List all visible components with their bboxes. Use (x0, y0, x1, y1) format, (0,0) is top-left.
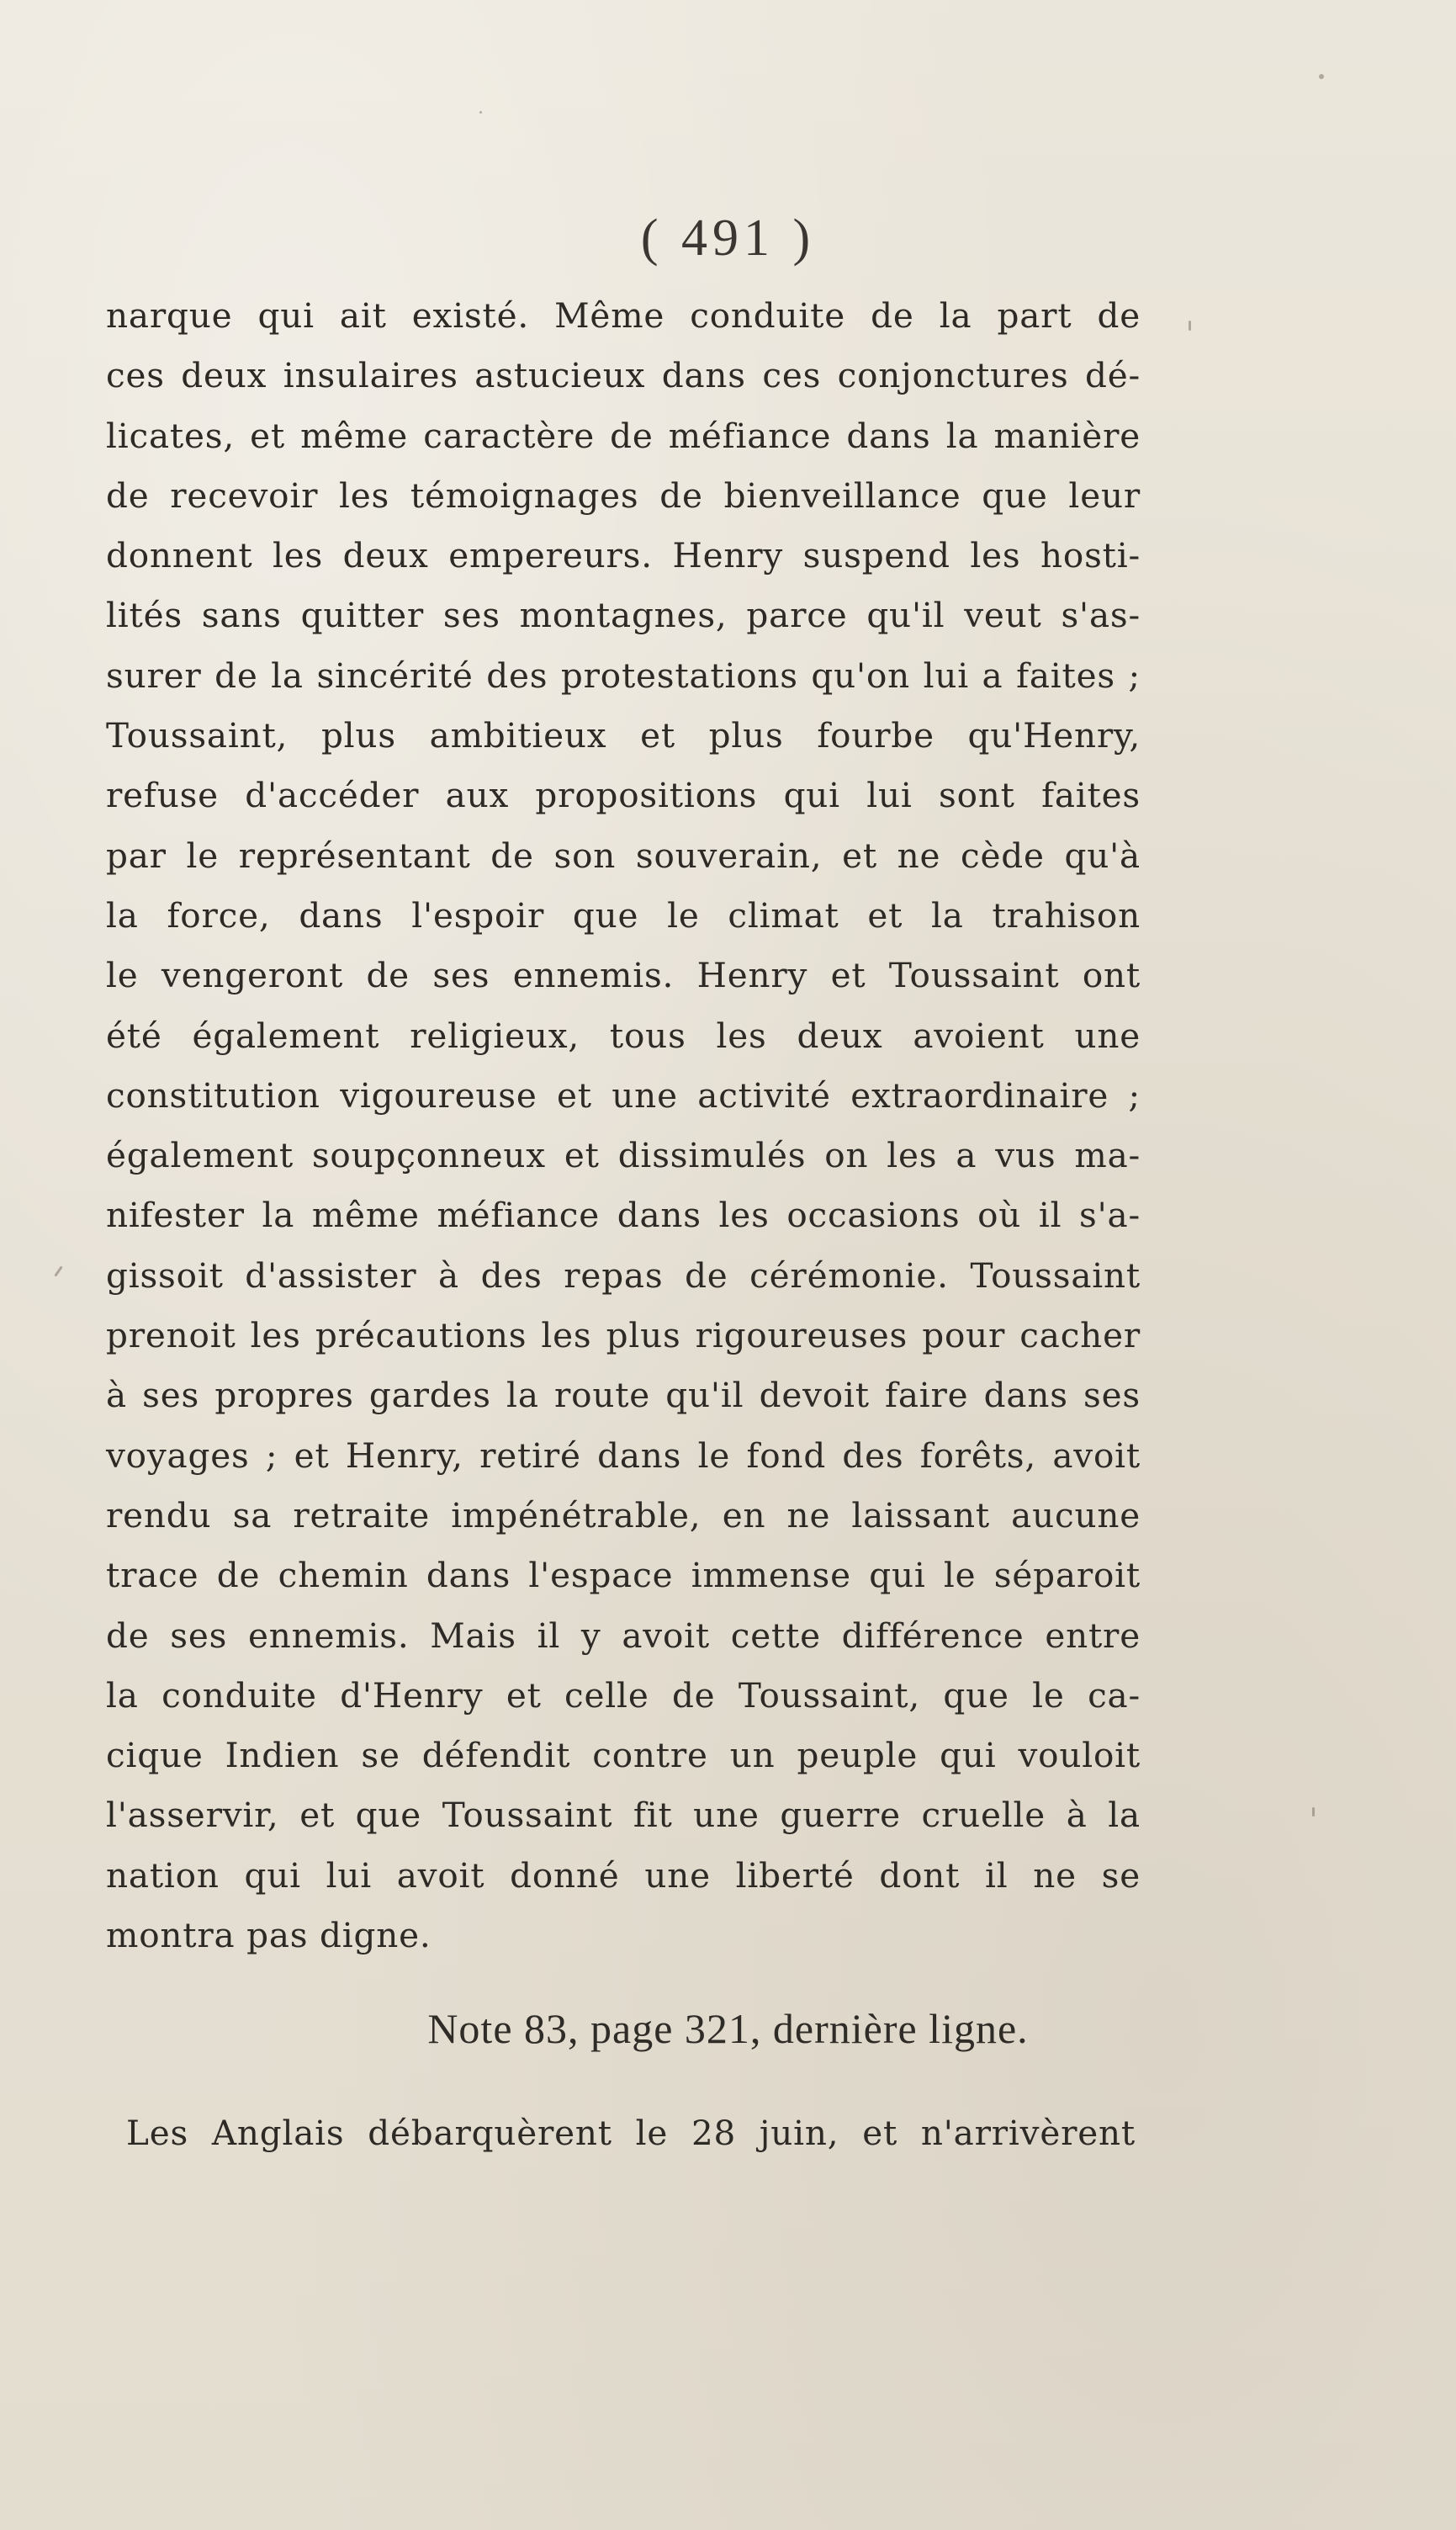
text-line: trace de chemin dans l'espace immense qui le séparoit (106, 1555, 1141, 1596)
text-line: nifester la même méfiance dans les occasions où il s'a- (106, 1195, 1141, 1236)
text-line: par le représentant de son souverain, et ne cède qu'à (106, 835, 1141, 876)
page-number: ( 491 ) (640, 210, 816, 267)
text-line: à ses propres gardes la route qu'il devoit faire dans ses (106, 1375, 1141, 1416)
text-line: été également religieux, tous les deux avoient une (106, 1015, 1141, 1056)
text-line: montra pas digne. (106, 1915, 432, 1956)
text-line: licates, et même caractère de méfiance dans la manière (106, 415, 1141, 456)
text-line: surer de la sincérité des protestations qu'on lui a faites ; (106, 655, 1141, 696)
text-line: prenoit les précautions les plus rigoureuses pour cacher (106, 1315, 1141, 1356)
text-line: lités sans quitter ses montagnes, parce qu'il veut s'as- (106, 595, 1141, 636)
text-line: de ses ennemis. Mais il y avoit cette différence entre (106, 1615, 1141, 1656)
paper-speck (479, 111, 482, 114)
text-line: voyages ; et Henry, retiré dans le fond des forêts, avoit (106, 1435, 1141, 1476)
text-line: ces deux insulaires astucieux dans ces conjonctures dé- (106, 355, 1141, 396)
text-line: narque qui ait existé. Même conduite de la part de (106, 295, 1141, 336)
text-line: cique Indien se défendit contre un peuple qui vouloit (106, 1735, 1141, 1776)
text-line: la force, dans l'espoir que le climat et la trahison (106, 894, 1141, 936)
text-line: gissoit d'assister à des repas de cérémonie. Toussaint (106, 1254, 1141, 1296)
text-line: l'asservir, et que Toussaint fit une guerre cruelle à la (106, 1795, 1141, 1836)
text-line: rendu sa retraite impénétrable, en ne laissant aucune (106, 1494, 1141, 1536)
note-first-line: Les Anglais débarquèrent le 28 juin, et n'arrivèrent (126, 2113, 1136, 2153)
paper-speck (54, 1265, 62, 1276)
text-line: donnent les deux empereurs. Henry suspend les hosti- (106, 535, 1141, 576)
paragraph (106, 286, 1141, 1965)
text-line: également soupçonneux et dissimulés on les a vus ma- (106, 1135, 1141, 1176)
text-line: le vengeront de ses ennemis. Henry et Toussaint ont (106, 955, 1141, 996)
paper-speck (1312, 1807, 1315, 1817)
text-line: constitution vigoureuse et une activité extraordinaire ; (106, 1074, 1141, 1116)
text-line: la conduite d'Henry et celle de Toussaint, que le ca- (106, 1674, 1141, 1716)
note-heading: Note 83, page 321, dernière ligne. (427, 2005, 1029, 2052)
text-line: nation qui lui avoit donné une liberté dont il ne se (106, 1854, 1141, 1896)
paper-speck (1319, 74, 1324, 79)
text-line: Toussaint, plus ambitieux et plus fourbe qu'Henry, (106, 715, 1141, 756)
paper-speck (1189, 321, 1191, 331)
text-line: de recevoir les témoignages de bienveillance que leur (106, 475, 1141, 516)
text-line: refuse d'accéder aux propositions qui lui sont faites (106, 775, 1141, 816)
